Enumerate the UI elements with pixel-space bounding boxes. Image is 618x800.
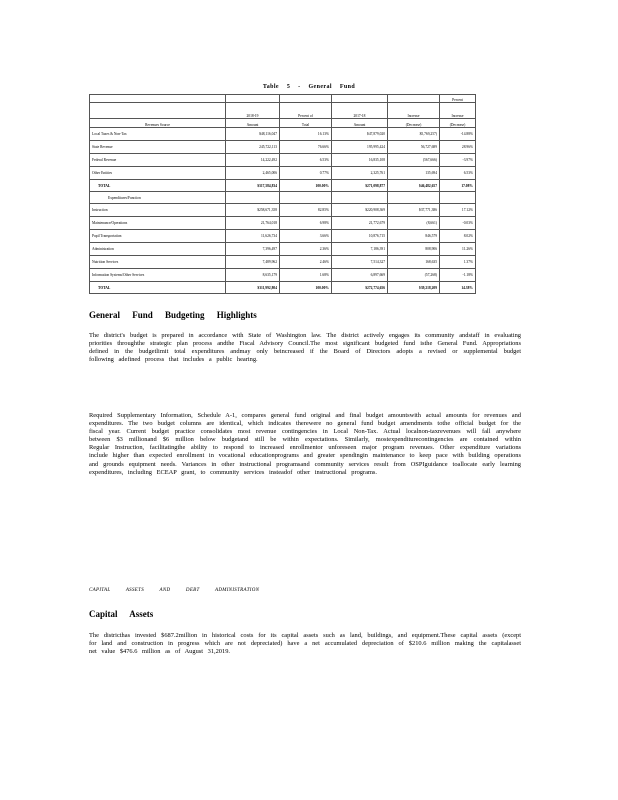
table-cell: $220,908,369: [332, 204, 388, 217]
table-cell: 14,222,492: [226, 154, 280, 167]
table-cell: -0.03%: [440, 217, 476, 230]
table-cell: 6.53%: [280, 154, 332, 167]
table-header-cell: (Decrease): [440, 119, 476, 128]
table-row: [90, 256, 476, 269]
table-cell: -1.18%: [440, 269, 476, 282]
table-header-row: [90, 119, 476, 128]
table-cell: (57,268): [388, 269, 440, 282]
table-header-cell: Total: [280, 119, 332, 128]
table-cell: [440, 192, 476, 204]
table-cell: 168,635: [388, 256, 440, 269]
table-cell: 8,635,179: [226, 269, 280, 282]
table-section-row: [90, 192, 476, 204]
table-title: Table 5 - General Fund: [262, 84, 356, 90]
table-cell: 76.66%: [280, 141, 332, 154]
table-cell: 16.13%: [280, 128, 332, 141]
table-header-cell: Increase: [440, 103, 476, 119]
table-cell: 7,396,497: [226, 243, 280, 256]
table-cell: 1.68%: [280, 269, 332, 282]
table-cell: 846,579: [388, 230, 440, 243]
table-row: [90, 230, 476, 243]
table-cell: 1.37%: [440, 256, 476, 269]
section-label: CAPITAL ASSETS AND DEBT ADMINISTRATION: [89, 588, 260, 593]
table-header-row: [90, 103, 476, 119]
table-header-cell: [90, 95, 226, 103]
table-cell: Maintenance/Operations: [90, 217, 226, 230]
table-cell: Instruction: [90, 204, 226, 217]
table-row: [90, 204, 476, 217]
table-header-cell: [90, 103, 226, 119]
table-cell: 195,995,424: [332, 141, 388, 154]
table-cell: 7,514,327: [332, 256, 388, 269]
table-cell: $37,771,386: [388, 204, 440, 217]
table-row: [90, 141, 476, 154]
table-cell: TOTAL: [90, 282, 226, 294]
table-cell: $47,879,020: [332, 128, 388, 141]
table-row: [90, 128, 476, 141]
table-total-row: [90, 180, 476, 192]
table-header-cell: 2017-18: [332, 103, 388, 119]
table-cell: 17.08%: [440, 180, 476, 192]
table-cell: Nutrition Services: [90, 256, 226, 269]
section-heading: General Fund Budgeting Highlights: [89, 310, 257, 320]
table-header-cell: [332, 95, 388, 103]
table-row: [90, 269, 476, 282]
paragraph: The districthas invested $687.2million in historical costs for its capital assets such as land, buildings, and equipment.These capital assets (except for land and construction in progress which are not depreciated) have a net accumulated depreciation of $210.6 million making the capitalasset net value $476.6 million as of August 31,2019.: [89, 632, 521, 656]
table-row: [90, 217, 476, 230]
table-cell: 14.38%: [440, 282, 476, 294]
table-cell: 17.12%: [440, 204, 476, 217]
table-cell: State Revenue: [90, 141, 226, 154]
table-row: [90, 167, 476, 180]
section-heading: Capital Assets: [89, 609, 154, 619]
table-cell: $317,584,834: [226, 180, 280, 192]
table-header-cell: (Decrease): [388, 119, 440, 128]
table-cell: -3.97%: [440, 154, 476, 167]
table-row: [90, 154, 476, 167]
table-cell: 21,764,018: [226, 217, 280, 230]
table-cell: $311,992,804: [226, 282, 280, 294]
table-cell: 2,325,761: [332, 167, 388, 180]
table-cell: 6.53%: [440, 167, 476, 180]
table-header-cell: 2018-19: [226, 103, 280, 119]
table-cell: 82.85%: [280, 204, 332, 217]
table-cell: 7,489,962: [226, 256, 280, 269]
table-cell: 16,835,108: [332, 154, 388, 167]
paragraph: Required Supplementary Information, Schedule A-1, compares general fund original and final budget amountswith actual amounts for revenues and expenditures. The two budget columns are identical, which indicates therewere no general fund budget amendments tothe official budget for the fiscal year. Current budget practice consolidates most revenue contingencies in Local Non-Tax. Actual localnon-taxrevenues will fall anywhere between $3 millionand $6 million below budgetand still be within expectations. Similarly, mostexpenditurecontingencies are contained within Regular Instruction, facilitatingthe ability to respond to increased enrollmentor unforeseen major program revenues. Other expenditure variations include higher than expected enrollment in vocational educationprograms and greater spendingin maintenance to keep pace with building operations and grounds equipment needs. Variances in other instructional programsand community services result from OSPIguidance toallocate early learning expenditures, including ECEAP grant, to community services insteadof other instructional programs.: [89, 412, 521, 476]
table-header-cell: Revenues Source: [90, 119, 226, 128]
table-header-cell: [388, 95, 440, 103]
table-cell: 808,906: [388, 243, 440, 256]
table-cell: 21,772,679: [332, 217, 388, 230]
table-cell: $46,482,657: [388, 180, 440, 192]
table-total-row: [90, 282, 476, 294]
table-cell: $271,098,877: [332, 180, 388, 192]
table-cell: Pupil Transportation: [90, 230, 226, 243]
table-cell: Administration: [90, 243, 226, 256]
table-cell: 6,897,669: [332, 269, 388, 282]
table-cell: 3.66%: [280, 230, 332, 243]
table-header-cell: [280, 95, 332, 103]
table-cell: TOTAL: [90, 180, 226, 192]
table-header-cell: Percent: [440, 95, 476, 103]
table-cell: (567,666): [388, 154, 440, 167]
table-cell: 2.46%: [280, 256, 332, 269]
table-cell: -14.88%: [440, 128, 476, 141]
table-cell: 0.77%: [280, 167, 332, 180]
table-cell: [280, 192, 332, 204]
table-cell: 245,722,113: [226, 141, 280, 154]
table-header-cell: Amount: [226, 119, 280, 128]
table-cell: $258,671,358: [226, 204, 280, 217]
table-cell: 135,694: [388, 167, 440, 180]
table-cell: Local Taxes & Non-Tax: [90, 128, 226, 141]
table-cell: $48,116,047: [226, 128, 280, 141]
paragraph: The district's budget is prepared in accordance with State of Washington law. The district actively engages its community andstaff in evaluating priorities throughthe strategic plan process andthe Fiscal Advisory Council.The most significant budgeted fund isthe General Fund. Appropriations defined in the budgetlimit total expenditures andmay only beincreased if the Board of Directors adopts a revised or supplemental budget following adefined process that includes a public hearing.: [89, 332, 521, 364]
table-cell: 28.96%: [440, 141, 476, 154]
table-cell: 7,186,391: [332, 243, 388, 256]
table-cell: [226, 192, 280, 204]
table-cell: [332, 192, 388, 204]
table-cell: Federal Revenue: [90, 154, 226, 167]
table-cell: [388, 192, 440, 204]
table-cell: 100.00%: [280, 282, 332, 294]
table-header-cell: Amount: [332, 119, 388, 128]
table-cell: $5,769,257): [388, 128, 440, 141]
table-row: [90, 243, 476, 256]
table-cell: 8.02%: [440, 230, 476, 243]
table-header-cell: Percent of: [280, 103, 332, 119]
table-header-cell: Increase: [388, 103, 440, 119]
table-section-label: Expenditures/Function: [90, 192, 226, 204]
table-cell: 56,727,689: [388, 141, 440, 154]
table-cell: 6.98%: [280, 217, 332, 230]
table-cell: 100.00%: [280, 180, 332, 192]
table-cell: (8,661): [388, 217, 440, 230]
table-cell: 2,465,006: [226, 167, 280, 180]
table-cell: 10,876,715: [332, 230, 388, 243]
table-cell: 11.26%: [440, 243, 476, 256]
table-cell: 11,626,734: [226, 230, 280, 243]
table-cell: 2.36%: [280, 243, 332, 256]
table-cell: $272,774,656: [332, 282, 388, 294]
table-cell: Other Entities: [90, 167, 226, 180]
table-header-cell: [226, 95, 280, 103]
table-header-row: [90, 95, 476, 103]
table-cell: $39,218,209: [388, 282, 440, 294]
general-fund-table: [89, 94, 476, 294]
table-cell: Information Systems/Other Services: [90, 269, 226, 282]
